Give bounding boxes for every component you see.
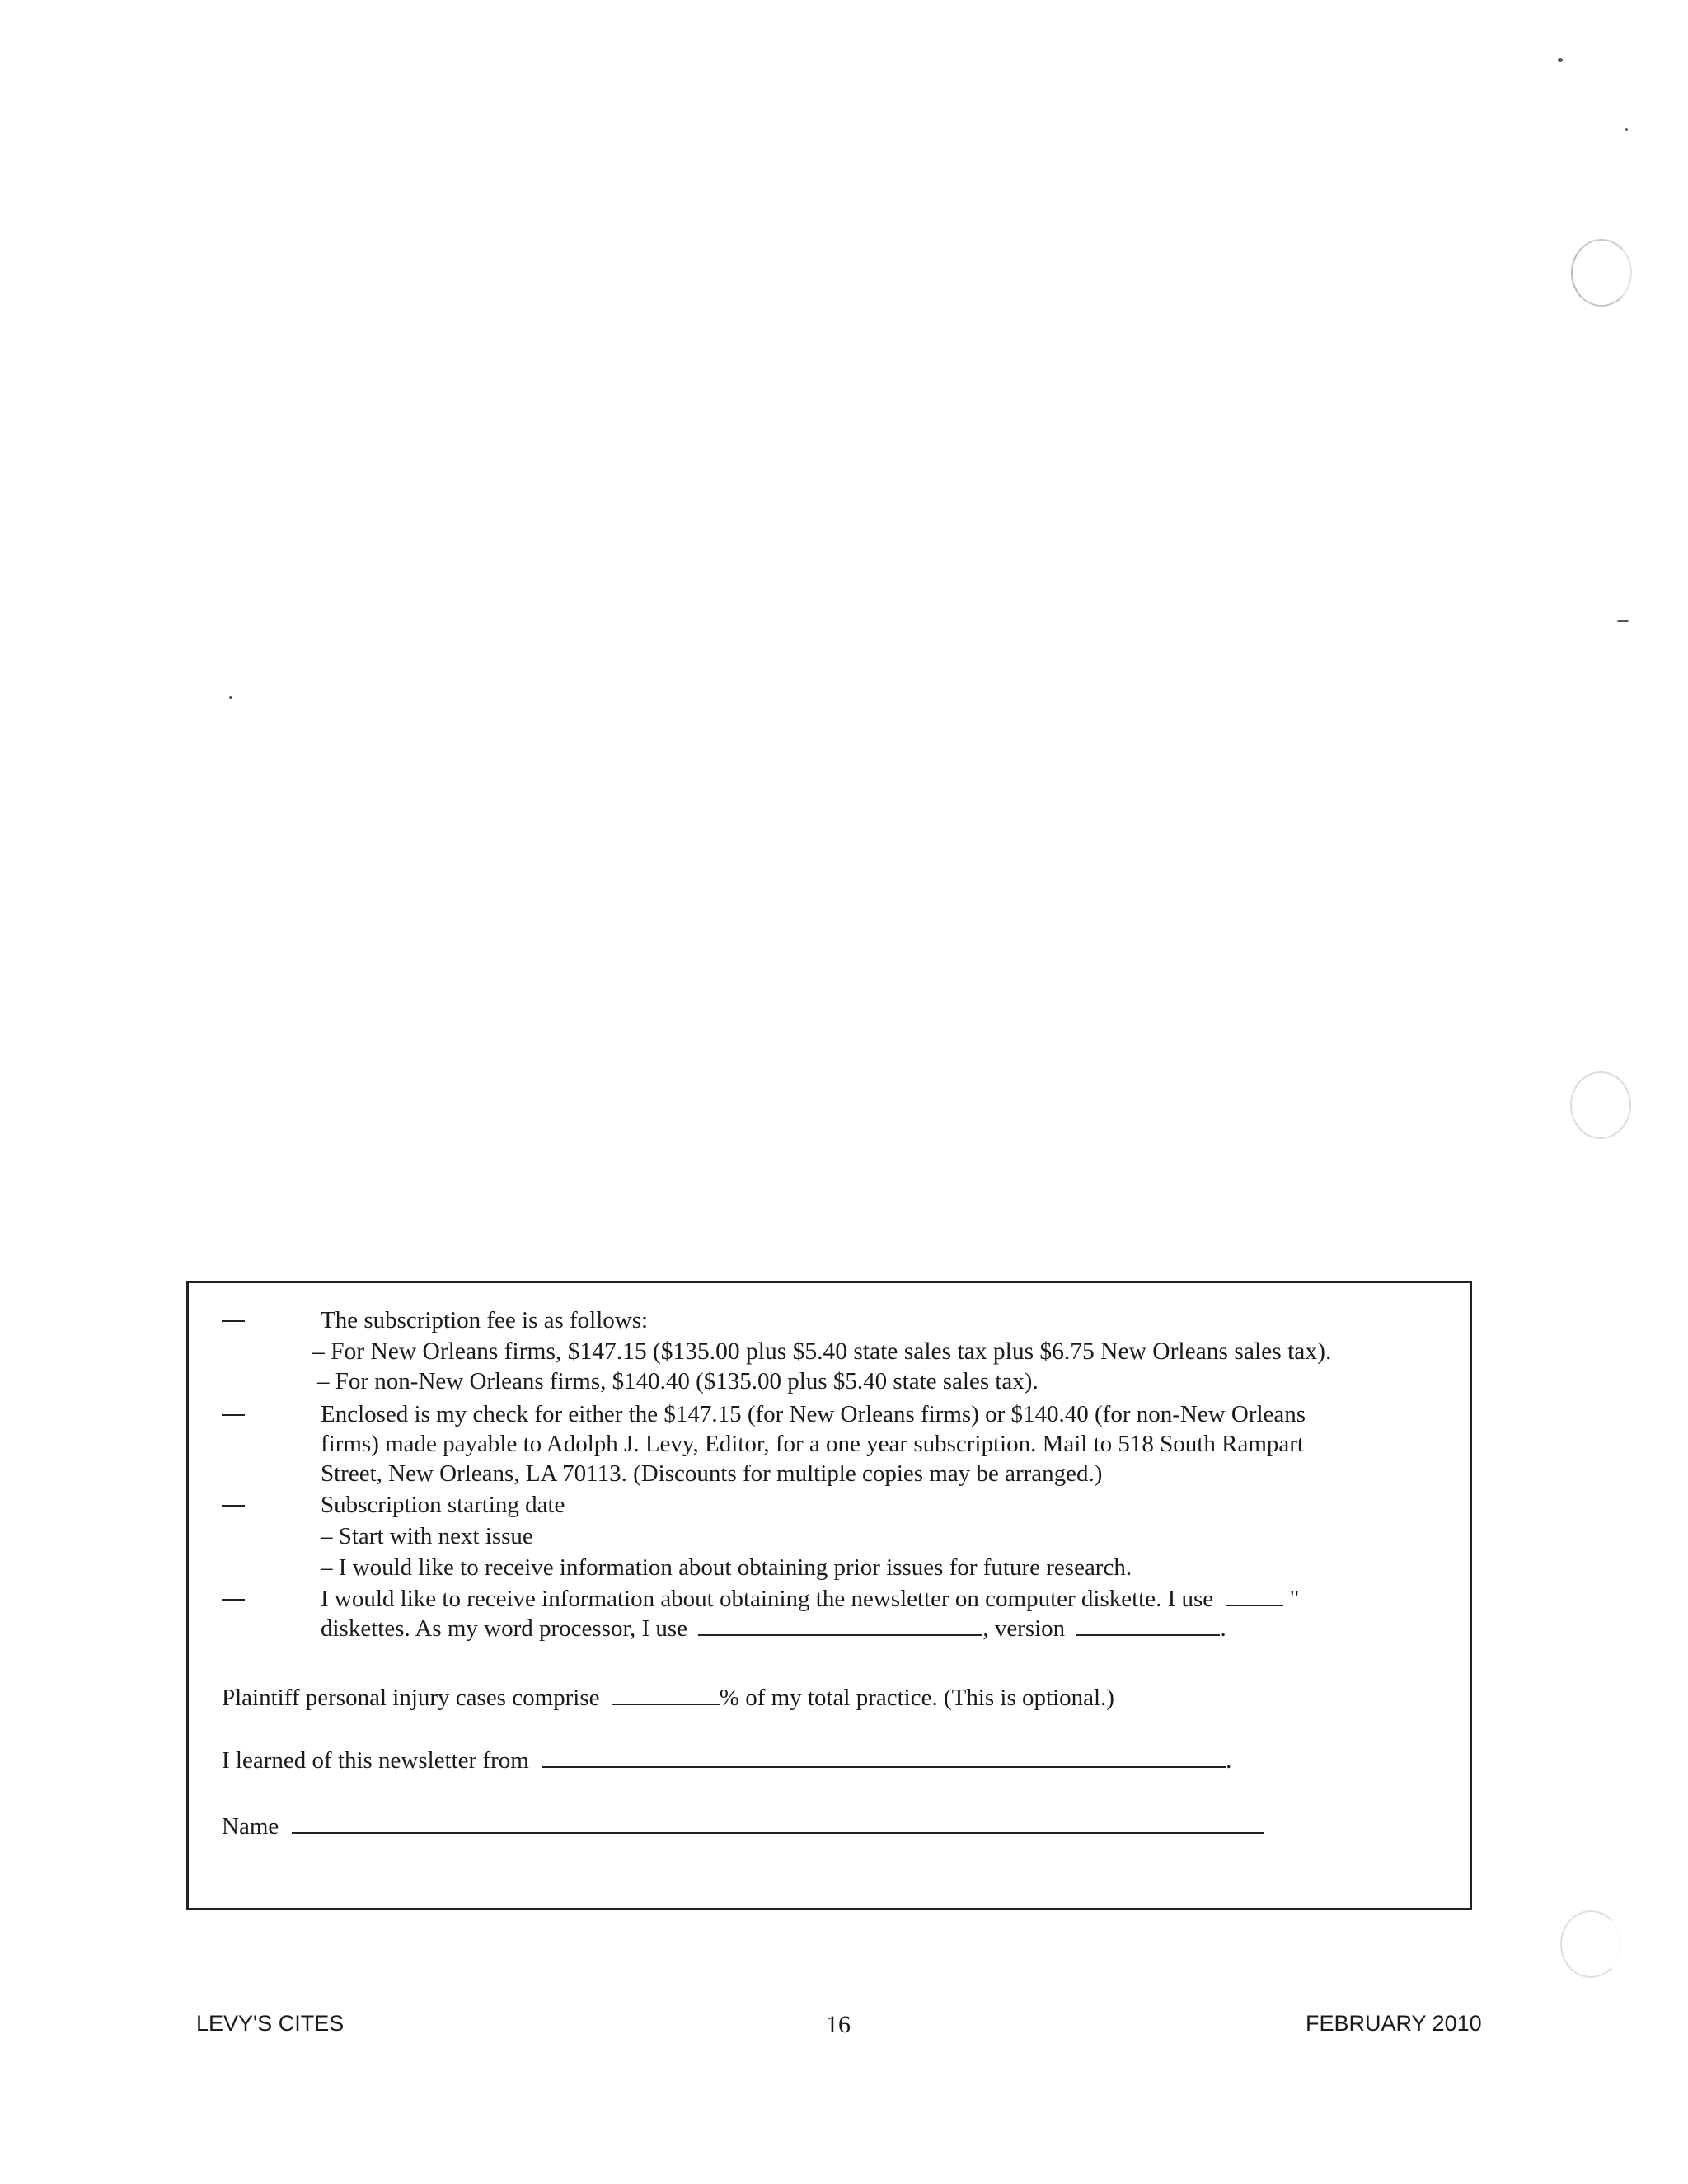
pi-suffix: % of my total practice. (This is optional.): [719, 1685, 1114, 1711]
diskette-line-1: I would like to receive information about obtaining the newsletter on computer diskette. I use: [321, 1586, 1214, 1612]
version-field[interactable]: [1076, 1613, 1220, 1636]
fee-heading: The subscription fee is as follows:: [321, 1307, 649, 1333]
punch-hole-bottom: [1560, 1910, 1621, 1978]
name-field[interactable]: [292, 1811, 1264, 1834]
pi-percent-field[interactable]: [612, 1682, 720, 1705]
learned-period: .: [1226, 1747, 1232, 1774]
bullet-dash: [222, 1599, 245, 1601]
check-line-1: Enclosed is my check for either the $147.15 (for New Orleans firms) or $140.40 (for non-New Orleans: [321, 1401, 1306, 1427]
learned-source-field[interactable]: [542, 1745, 1226, 1768]
punch-hole-middle: [1570, 1071, 1631, 1139]
start-prior-issues: – I would like to receive information about obtaining prior issues for future research.: [321, 1554, 1132, 1581]
diskette-line-2: diskettes. As my word processor, I use: [321, 1615, 688, 1642]
bullet-dash: [222, 1414, 245, 1416]
scan-speck: [1625, 128, 1628, 131]
footer-page-number: 16: [826, 2011, 851, 2038]
start-next-issue: – Start with next issue: [321, 1523, 533, 1549]
diskette-period: .: [1220, 1615, 1226, 1642]
footer-date: FEBRUARY 2010: [1306, 2011, 1482, 2036]
diskette-size-field[interactable]: [1226, 1583, 1283, 1606]
scan-speck: [229, 696, 232, 699]
version-label: , version: [982, 1615, 1066, 1642]
diskette-inch-mark: ": [1289, 1586, 1300, 1612]
scan-speck: [1617, 620, 1629, 622]
bullet-dash: [222, 1505, 245, 1507]
start-heading: Subscription starting date: [321, 1492, 565, 1518]
learned-prefix: I learned of this newsletter from: [222, 1747, 529, 1774]
word-processor-field[interactable]: [698, 1613, 982, 1636]
punch-hole-top: [1571, 239, 1632, 307]
check-line-2: firms) made payable to Adolph J. Levy, Editor, for a one year subscription. Mail to 518 South Rampart: [321, 1431, 1304, 1457]
fee-non-new-orleans: – For non-New Orleans firms, $140.40 ($135.00 plus $5.40 state sales tax).: [317, 1368, 1039, 1394]
fee-new-orleans: – For New Orleans firms, $147.15 ($135.00 plus $5.40 state sales tax plus $6.75 New Orleans sales tax).: [312, 1338, 1332, 1365]
bullet-dash: [222, 1320, 245, 1322]
name-label: Name: [222, 1813, 279, 1840]
pi-prefix: Plaintiff personal injury cases comprise: [222, 1685, 600, 1711]
subscription-form-box: [186, 1281, 1472, 1910]
footer-publication: LEVY'S CITES: [196, 2011, 345, 2036]
check-line-3: Street, New Orleans, LA 70113. (Discounts for multiple copies may be arranged.): [321, 1460, 1103, 1487]
scan-speck: [1558, 58, 1563, 62]
